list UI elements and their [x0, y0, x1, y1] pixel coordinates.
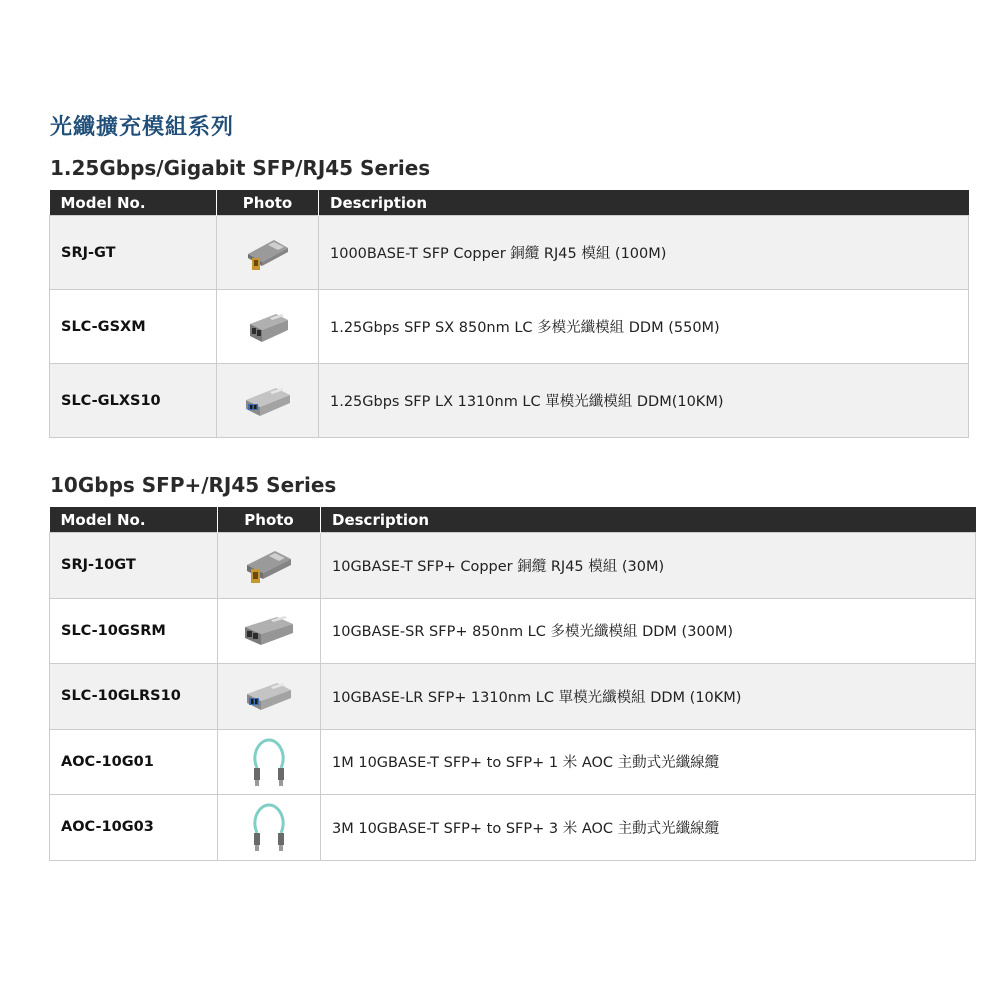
product-table — [49, 190, 969, 438]
table-row — [50, 533, 976, 599]
product-description: 10GBASE-LR SFP+ 1310nm LC 單模光纖模組 DDM (10KM) — [321, 664, 976, 730]
column-header-description: Description — [321, 507, 976, 533]
table-row — [50, 598, 976, 664]
model-number: AOC-10G03 — [50, 795, 218, 861]
series-title: 1.25Gbps/Gigabit SFP/RJ45 Series — [50, 156, 431, 180]
product-description: 1000BASE-T SFP Copper 銅纜 RJ45 模組 (100M) — [319, 216, 969, 290]
product-description: 1.25Gbps SFP SX 850nm LC 多模光纖模組 DDM (550M) — [319, 290, 969, 364]
product-description: 1.25Gbps SFP LX 1310nm LC 單模光纖模組 DDM(10KM) — [319, 364, 969, 438]
product-photo — [218, 664, 321, 730]
product-photo — [218, 795, 321, 861]
table-header-row — [50, 190, 969, 216]
sfp-optical-module-icon — [217, 306, 318, 348]
table-row — [50, 364, 969, 438]
product-photo — [217, 364, 319, 438]
column-header-model: Model No. — [50, 190, 217, 216]
aoc-cable-icon — [218, 799, 320, 855]
product-photo — [218, 598, 321, 664]
column-header-photo: Photo — [218, 507, 321, 533]
table-row — [50, 290, 969, 364]
table-row — [50, 729, 976, 795]
model-number: SRJ-10GT — [50, 533, 218, 599]
page-title: 光纖擴充模組系列 — [50, 115, 235, 140]
product-photo — [218, 729, 321, 795]
sfp-copper-module-icon — [218, 543, 320, 587]
column-header-description: Description — [319, 190, 969, 216]
model-number: SLC-10GSRM — [50, 598, 218, 664]
series-title: 10Gbps SFP+/RJ45 Series — [50, 473, 337, 497]
aoc-cable-icon — [218, 734, 320, 790]
sfp-optical-module-blue-icon — [217, 380, 318, 422]
model-number: SLC-GLXS10 — [50, 364, 217, 438]
product-description: 1M 10GBASE-T SFP+ to SFP+ 1 米 AOC 主動式光纖線纜 — [321, 729, 976, 795]
product-description: 10GBASE-T SFP+ Copper 銅纜 RJ45 模組 (30M) — [321, 533, 976, 599]
column-header-model: Model No. — [50, 507, 218, 533]
sfp-optical-module-blue-icon — [218, 676, 320, 716]
sfp-copper-module-icon — [217, 232, 318, 274]
model-number: SRJ-GT — [50, 216, 217, 290]
product-table — [49, 507, 976, 861]
table-row — [50, 664, 976, 730]
product-description: 3M 10GBASE-T SFP+ to SFP+ 3 米 AOC 主動式光纖線纜 — [321, 795, 976, 861]
table-row — [50, 216, 969, 290]
sfp-optical-module-icon — [218, 611, 320, 651]
column-header-photo: Photo — [217, 190, 319, 216]
product-description: 10GBASE-SR SFP+ 850nm LC 多模光纖模組 DDM (300M) — [321, 598, 976, 664]
product-photo — [218, 533, 321, 599]
model-number: AOC-10G01 — [50, 729, 218, 795]
model-number: SLC-GSXM — [50, 290, 217, 364]
model-number: SLC-10GLRS10 — [50, 664, 218, 730]
product-photo — [217, 216, 319, 290]
table-header-row — [50, 507, 976, 533]
table-row — [50, 795, 976, 861]
product-photo — [217, 290, 319, 364]
